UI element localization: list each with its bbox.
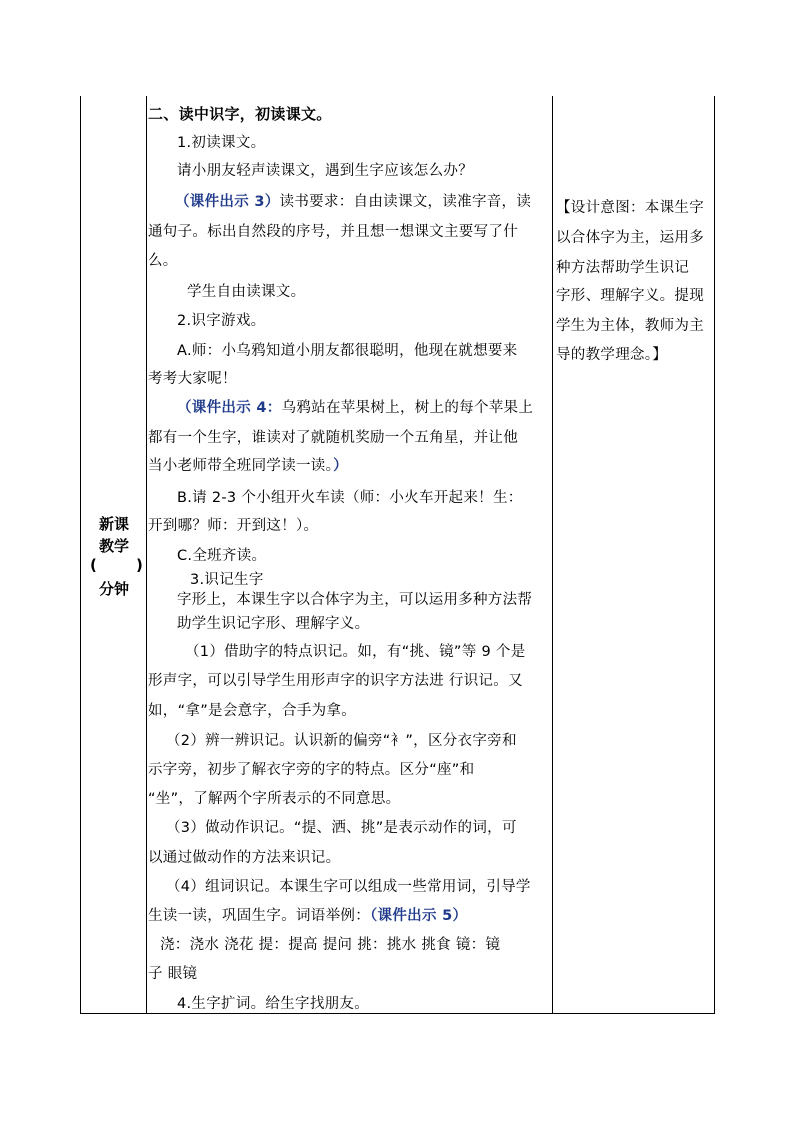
text-line: 开到哪？师：开到这！）。: [148, 518, 319, 534]
paren-open: (: [90, 556, 97, 574]
design-intent-line: 学生为主体，教师为主: [556, 318, 704, 334]
text-line: 形声字，可以引导学生用形声字的识字方法进 行识记。又: [148, 673, 523, 689]
text-line: 1.初读课文。: [177, 135, 266, 151]
courseware-tag-close: ）: [333, 458, 348, 474]
table-col-divider-1: [146, 96, 147, 1014]
text-line: 以通过做动作的方法来识记。: [148, 850, 341, 866]
text-line: 学生自由读课文。: [187, 284, 306, 300]
design-intent-line: 字形、理解字义。提现: [556, 288, 704, 304]
text-line: 子 眼镜: [148, 966, 198, 982]
text-line: 请小朋友轻声读课文，遇到生字应该怎么办？: [177, 163, 473, 179]
section-label-line1: 新课: [98, 515, 129, 533]
text-line: （3）做动作识记。“提、洒、挑”是表示动作的词，可: [166, 820, 517, 836]
text-span: 当小老师带全班同学读一读。: [148, 458, 334, 474]
text-line: A.师：小乌鸦知道小朋友都很聪明，他现在就想要来: [177, 343, 518, 359]
courseware-tag: （课件出示 5）: [370, 908, 468, 924]
text-line: 考考大家呢！: [148, 371, 237, 387]
text-line: （2）辨一辨识记。认识新的偏旁“衤”，区分衣字旁和: [166, 733, 517, 749]
table-bottom-border: [80, 1013, 715, 1014]
text-line: 示字旁，初步了解衣字旁的字的特点。区分“座”和: [148, 762, 475, 778]
text-span: 乌鸦站在苹果树上，树上的每个苹果上: [281, 400, 534, 416]
text-line: 浇：浇水 浇花 提：提高 提问 挑：挑水 挑食 镜：镜: [160, 937, 501, 953]
text-line: [148, 906, 467, 926]
table-col-divider-2: [552, 96, 553, 1014]
text-line: （1）借助字的特点识记。如，有“挑、镜”等 9 个是: [185, 644, 526, 660]
text-line: 4.生字扩词。给生字找朋友。: [177, 996, 370, 1012]
text-line: “坐”，了解两个字所表示的不同意思。: [148, 791, 401, 807]
text-line: C.全班齐读。: [177, 548, 267, 564]
text-line: 通句子。标出自然段的序号，并且想一想课文主要写了什: [148, 224, 518, 240]
text-line: 都有一个生字，谁读对了就随机奖励一个五角星，并让他: [148, 430, 518, 446]
text-line: （4）组词识记。本课生字可以组成一些常用词，引导学: [166, 879, 531, 895]
design-intent-line: 种方法帮助学生识记: [556, 260, 690, 276]
section-label-line4: 分钟: [98, 580, 129, 598]
section-label-line2: 教学: [98, 537, 129, 555]
courseware-tag: （课件出示 3）: [175, 194, 280, 210]
text-line: [148, 456, 348, 476]
text-line: 么。: [148, 253, 178, 269]
text-line: 2.识字游戏。: [177, 313, 266, 329]
section-heading: 二、读中识字，初读课文。: [148, 105, 332, 123]
text-line: 助学生识记字形、理解字义。: [177, 616, 370, 632]
table-left-border: [80, 96, 81, 1014]
design-intent-line: 导的教学理念。】: [556, 347, 668, 363]
design-intent-line: 【设计意图：本课生字: [556, 200, 704, 216]
text-span: 生读一读，巩固生字。词语举例：: [148, 908, 370, 924]
table-right-border: [714, 96, 715, 1014]
text-line: [175, 192, 531, 212]
text-span: 读书要求：自由读课文，读准字音，读: [279, 194, 532, 210]
text-line: 字形上，本课生字以合体字为主，可以运用多种方法帮: [177, 592, 533, 608]
text-line: 3.识记生字: [190, 572, 264, 588]
text-line: 如，“拿”是会意字，合手为拿。: [148, 703, 357, 719]
text-line: B.请 2-3 个小组开火车读（师：小火车开起来！生：: [177, 490, 523, 506]
courseware-tag: （课件出示 4：: [177, 400, 282, 416]
text-line: [177, 398, 533, 418]
paren-close: ): [136, 556, 143, 574]
design-intent-line: 以合体字为主，运用多: [556, 230, 704, 246]
